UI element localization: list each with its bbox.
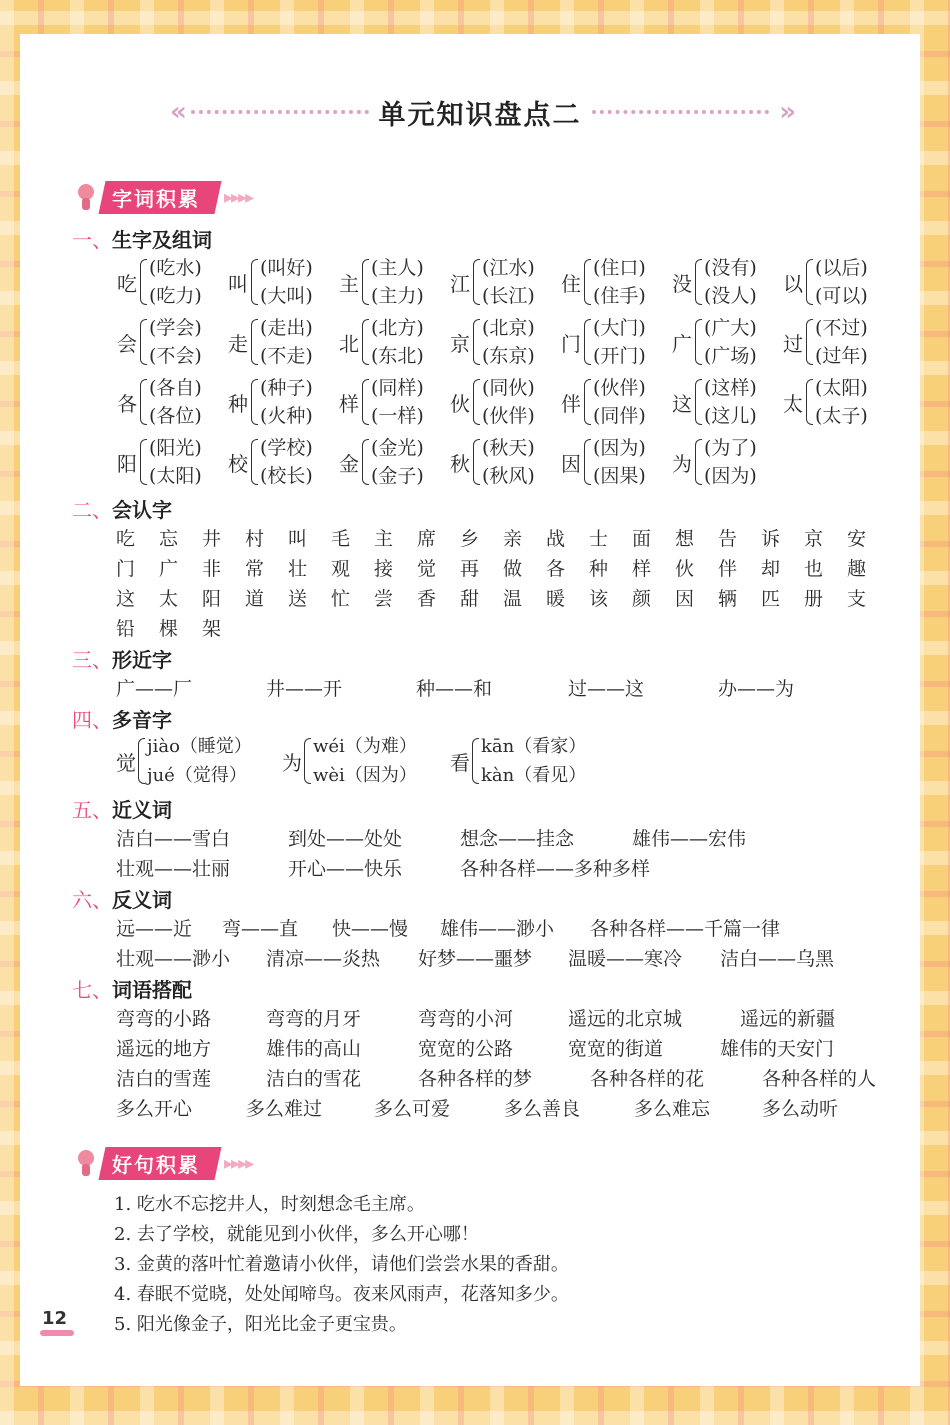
recognized-char: 暖	[546, 588, 566, 610]
recognized-char: 乡	[460, 528, 480, 550]
word-group	[338, 434, 424, 490]
recognized-char: 各	[546, 558, 566, 580]
word-group	[560, 434, 646, 490]
recognized-char: 辆	[718, 588, 738, 610]
sentence-item: 5. 阳光像金子，阳光比金子更宝贵。	[114, 1314, 407, 1335]
brace-icon	[695, 259, 702, 305]
similar-pair: 种——和	[416, 678, 493, 700]
section-heading: 三、形近字	[72, 648, 172, 672]
sentence-item: 4. 春眠不觉晓，处处闻啼鸟。夜来风雨声，花落知多少。	[114, 1284, 569, 1305]
group-char: 样	[339, 391, 359, 416]
group-word: (北京)	[482, 317, 535, 339]
group-char: 伴	[561, 391, 581, 416]
brace-icon	[251, 319, 258, 365]
polyphone-group: 为 wéi（为难） wèi（因为）	[282, 736, 417, 786]
group-char: 会	[117, 331, 137, 356]
banner-label: 好句积累	[112, 1152, 200, 1177]
word-group	[227, 314, 313, 370]
group-word: (东北)	[371, 345, 424, 367]
group-word: (学校)	[260, 437, 313, 459]
group-word: (伙伴)	[482, 405, 535, 427]
brace-icon	[806, 259, 813, 305]
brace-icon	[695, 319, 702, 365]
word-group	[116, 434, 202, 490]
section-heading: 二、会认字	[72, 498, 172, 522]
similar-pair: 井——开	[266, 678, 343, 700]
word-group	[116, 374, 202, 430]
group-char: 江	[450, 271, 470, 296]
recognized-char: 井	[202, 528, 222, 550]
group-word: (因为)	[704, 465, 757, 487]
recognized-char: 香	[417, 588, 437, 610]
chevron-left-icon: «	[170, 97, 181, 127]
page-number-bar	[40, 1330, 74, 1336]
recognized-char: 忘	[159, 528, 179, 550]
group-word: (学会)	[149, 317, 202, 339]
polyphone-group: 看 kān（看家） kàn（看见）	[450, 736, 587, 786]
banner-sentence-accumulation	[72, 1146, 252, 1180]
group-char: 这	[672, 391, 692, 416]
group-char: 吃	[117, 271, 137, 296]
recognized-char: 伙	[675, 558, 695, 580]
arrows-icon: ▸▸▸▸	[224, 186, 253, 208]
group-word: (过年)	[815, 345, 868, 367]
word-group	[338, 374, 424, 430]
group-char: 校	[228, 451, 248, 476]
page-title: 单元知识盘点二	[378, 99, 582, 131]
recognized-char: 吃	[116, 528, 136, 550]
brace-icon	[584, 259, 591, 305]
group-char: 阳	[117, 451, 137, 476]
group-word: (北方)	[371, 317, 424, 339]
group-word: (广大)	[704, 317, 757, 339]
group-word: (同样)	[371, 377, 424, 399]
brace-icon	[695, 439, 702, 485]
polyphone-group: 觉 jiào（睡觉） jué（觉得）	[116, 736, 252, 786]
dotted-divider	[592, 110, 770, 114]
word-group	[560, 254, 646, 310]
recognized-char: 伴	[718, 558, 738, 580]
recognized-char: 支	[847, 588, 867, 610]
char-row	[116, 554, 890, 581]
good-sentences-list	[114, 1190, 569, 1340]
recognized-char: 种	[589, 558, 609, 580]
group-word: (以后)	[815, 257, 868, 279]
recognized-char: 册	[804, 588, 824, 610]
group-word: (同伙)	[482, 377, 535, 399]
group-word: (东京)	[482, 345, 535, 367]
brace-icon	[140, 439, 147, 485]
group-word: (火种)	[260, 405, 313, 427]
word-group	[671, 434, 757, 490]
word-group	[227, 374, 313, 430]
word-group	[671, 254, 757, 310]
group-word: (各自)	[149, 377, 202, 399]
char-row	[116, 614, 245, 641]
group-word: (走出)	[260, 317, 313, 339]
recognized-char: 诉	[761, 528, 781, 550]
recognized-char: 主	[374, 528, 394, 550]
word-group	[449, 434, 535, 490]
group-word: (不过)	[815, 317, 868, 339]
group-word: (因为)	[593, 437, 646, 459]
sentence-item: 3. 金黄的落叶忙着邀请小伙伴，请他们尝尝水果的香甜。	[114, 1254, 569, 1275]
page-number: 12	[42, 1308, 68, 1329]
recognized-char: 棵	[159, 618, 179, 640]
word-group	[560, 374, 646, 430]
recognized-char: 道	[245, 588, 265, 610]
group-word: (一样)	[371, 405, 424, 427]
group-word: (伙伴)	[593, 377, 646, 399]
brace-icon	[362, 439, 369, 485]
recognized-char: 接	[374, 558, 394, 580]
group-word: (金子)	[371, 465, 424, 487]
chevron-right-icon: »	[779, 97, 790, 127]
group-char: 伙	[450, 391, 470, 416]
recognized-char: 京	[804, 528, 824, 550]
group-word: (秋天)	[482, 437, 535, 459]
recognized-char: 毛	[331, 528, 351, 550]
dotted-divider	[191, 110, 369, 114]
similar-pair: 过——这	[568, 678, 645, 700]
recognized-char: 温	[503, 588, 523, 610]
recognized-char: 颜	[632, 588, 652, 610]
recognized-char: 架	[202, 618, 222, 640]
word-group	[449, 254, 535, 310]
group-word: (同伴)	[593, 405, 646, 427]
word-group	[782, 374, 868, 430]
group-word: (住口)	[593, 257, 646, 279]
recognized-char: 因	[675, 588, 695, 610]
group-word: (长江)	[482, 285, 535, 307]
recognized-char: 亲	[503, 528, 523, 550]
group-char: 没	[672, 271, 692, 296]
brace-icon	[473, 379, 480, 425]
group-char: 叫	[228, 271, 248, 296]
char-row	[116, 524, 890, 551]
group-word: (太阳)	[815, 377, 868, 399]
recognized-char: 非	[202, 558, 222, 580]
brace-icon	[362, 379, 369, 425]
recognized-char: 壮	[288, 558, 308, 580]
word-group	[116, 254, 202, 310]
group-word: (江水)	[482, 257, 535, 279]
brace-icon	[473, 439, 480, 485]
brace-icon	[140, 259, 147, 305]
section-heading: 四、多音字	[72, 708, 172, 732]
group-word: (没人)	[704, 285, 757, 307]
recognized-char: 样	[632, 558, 652, 580]
recognized-char: 也	[804, 558, 824, 580]
brace-icon	[695, 379, 702, 425]
brace-icon	[584, 319, 591, 365]
recognized-char: 匹	[761, 588, 781, 610]
brace-icon	[584, 439, 591, 485]
recognized-char: 门	[116, 558, 136, 580]
recognized-char: 叫	[288, 528, 308, 550]
group-word: (秋风)	[482, 465, 535, 487]
group-word: (种子)	[260, 377, 313, 399]
group-char: 太	[783, 391, 803, 416]
brace-icon	[362, 259, 369, 305]
group-word: (校长)	[260, 465, 313, 487]
group-char: 以	[783, 271, 803, 296]
recognized-char: 席	[417, 528, 437, 550]
page-title-row	[170, 92, 790, 132]
recognized-char: 趣	[847, 558, 867, 580]
recognized-char: 广	[159, 558, 179, 580]
recognized-char: 阳	[202, 588, 222, 610]
section-heading: 七、词语搭配	[72, 978, 192, 1002]
group-word: (没有)	[704, 257, 757, 279]
word-group	[782, 254, 868, 310]
recognized-char: 常	[245, 558, 265, 580]
girl-mascot-icon	[72, 1148, 100, 1178]
word-group	[227, 434, 313, 490]
recognized-char: 尝	[374, 588, 394, 610]
group-char: 住	[561, 271, 581, 296]
group-word: (大叫)	[260, 285, 313, 307]
similar-pair: 办——为	[718, 678, 795, 700]
group-word: (吃力)	[149, 285, 202, 307]
brace-icon	[251, 439, 258, 485]
recognized-char: 告	[718, 528, 738, 550]
group-char: 为	[672, 451, 692, 476]
recognized-char: 该	[589, 588, 609, 610]
recognized-char: 观	[331, 558, 351, 580]
recognized-char: 面	[632, 528, 652, 550]
group-char: 过	[783, 331, 803, 356]
similar-pair: 广——厂	[116, 678, 193, 700]
brace-icon	[140, 379, 147, 425]
recognized-char: 觉	[417, 558, 437, 580]
char-row	[116, 584, 890, 611]
group-word: (阳光)	[149, 437, 202, 459]
group-char: 京	[450, 331, 470, 356]
group-char: 金	[339, 451, 359, 476]
recognized-char: 战	[546, 528, 566, 550]
group-char: 门	[561, 331, 581, 356]
word-group	[671, 374, 757, 430]
word-group	[449, 374, 535, 430]
group-word: (这样)	[704, 377, 757, 399]
brace-icon	[251, 379, 258, 425]
brace-icon	[473, 319, 480, 365]
group-char: 北	[339, 331, 359, 356]
recognized-char: 忙	[331, 588, 351, 610]
group-word: (这儿)	[704, 405, 757, 427]
word-group	[116, 314, 202, 370]
girl-mascot-icon	[72, 182, 100, 212]
group-char: 因	[561, 451, 581, 476]
group-word: (可以)	[815, 285, 868, 307]
group-word: (太子)	[815, 405, 868, 427]
brace-icon	[806, 319, 813, 365]
recognized-char: 送	[288, 588, 308, 610]
group-word: (大门)	[593, 317, 646, 339]
brace-icon	[806, 379, 813, 425]
group-word: (主力)	[371, 285, 424, 307]
banner-word-accumulation	[72, 180, 252, 214]
group-word: (广场)	[704, 345, 757, 367]
group-word: (不走)	[260, 345, 313, 367]
group-word: (为了)	[704, 437, 757, 459]
brace-icon	[140, 319, 147, 365]
word-group	[338, 254, 424, 310]
group-char: 秋	[450, 451, 470, 476]
recognized-char: 甜	[460, 588, 480, 610]
group-char: 广	[672, 331, 692, 356]
section-heading: 六、反义词	[72, 888, 172, 912]
brace-icon	[584, 379, 591, 425]
word-group	[671, 314, 757, 370]
section-heading: 一、生字及组词	[72, 228, 212, 252]
recognized-char: 想	[675, 528, 695, 550]
group-word: (叫好)	[260, 257, 313, 279]
sentence-item: 2. 去了学校，就能见到小伙伴，多么开心哪！	[114, 1224, 479, 1245]
group-word: (住手)	[593, 285, 646, 307]
group-word: (金光)	[371, 437, 424, 459]
word-group	[338, 314, 424, 370]
word-group	[782, 314, 868, 370]
group-word: (主人)	[371, 257, 424, 279]
group-char: 各	[117, 391, 137, 416]
brace-icon	[362, 319, 369, 365]
group-word: (开门)	[593, 345, 646, 367]
group-char: 走	[228, 331, 248, 356]
group-word: (因果)	[593, 465, 646, 487]
recognized-char: 士	[589, 528, 609, 550]
recognized-char: 村	[245, 528, 265, 550]
group-word: (各位)	[149, 405, 202, 427]
banner-label: 字词积累	[112, 186, 200, 211]
recognized-char: 却	[761, 558, 781, 580]
word-group	[227, 254, 313, 310]
group-word: (不会)	[149, 345, 202, 367]
section-heading: 五、近义词	[72, 798, 172, 822]
group-char: 主	[339, 271, 359, 296]
arrows-icon: ▸▸▸▸	[224, 1152, 253, 1174]
group-char: 种	[228, 391, 248, 416]
word-group	[560, 314, 646, 370]
word-group	[449, 314, 535, 370]
brace-icon	[473, 259, 480, 305]
sentence-item: 1. 吃水不忘挖井人，时刻想念毛主席。	[114, 1194, 425, 1215]
recognized-char: 这	[116, 588, 136, 610]
brace-icon	[251, 259, 258, 305]
group-word: (太阳)	[149, 465, 202, 487]
recognized-char: 安	[847, 528, 867, 550]
group-word: (吃水)	[149, 257, 202, 279]
recognized-char: 做	[503, 558, 523, 580]
recognized-char: 太	[159, 588, 179, 610]
recognized-char: 再	[460, 558, 480, 580]
recognized-char: 铅	[116, 618, 136, 640]
